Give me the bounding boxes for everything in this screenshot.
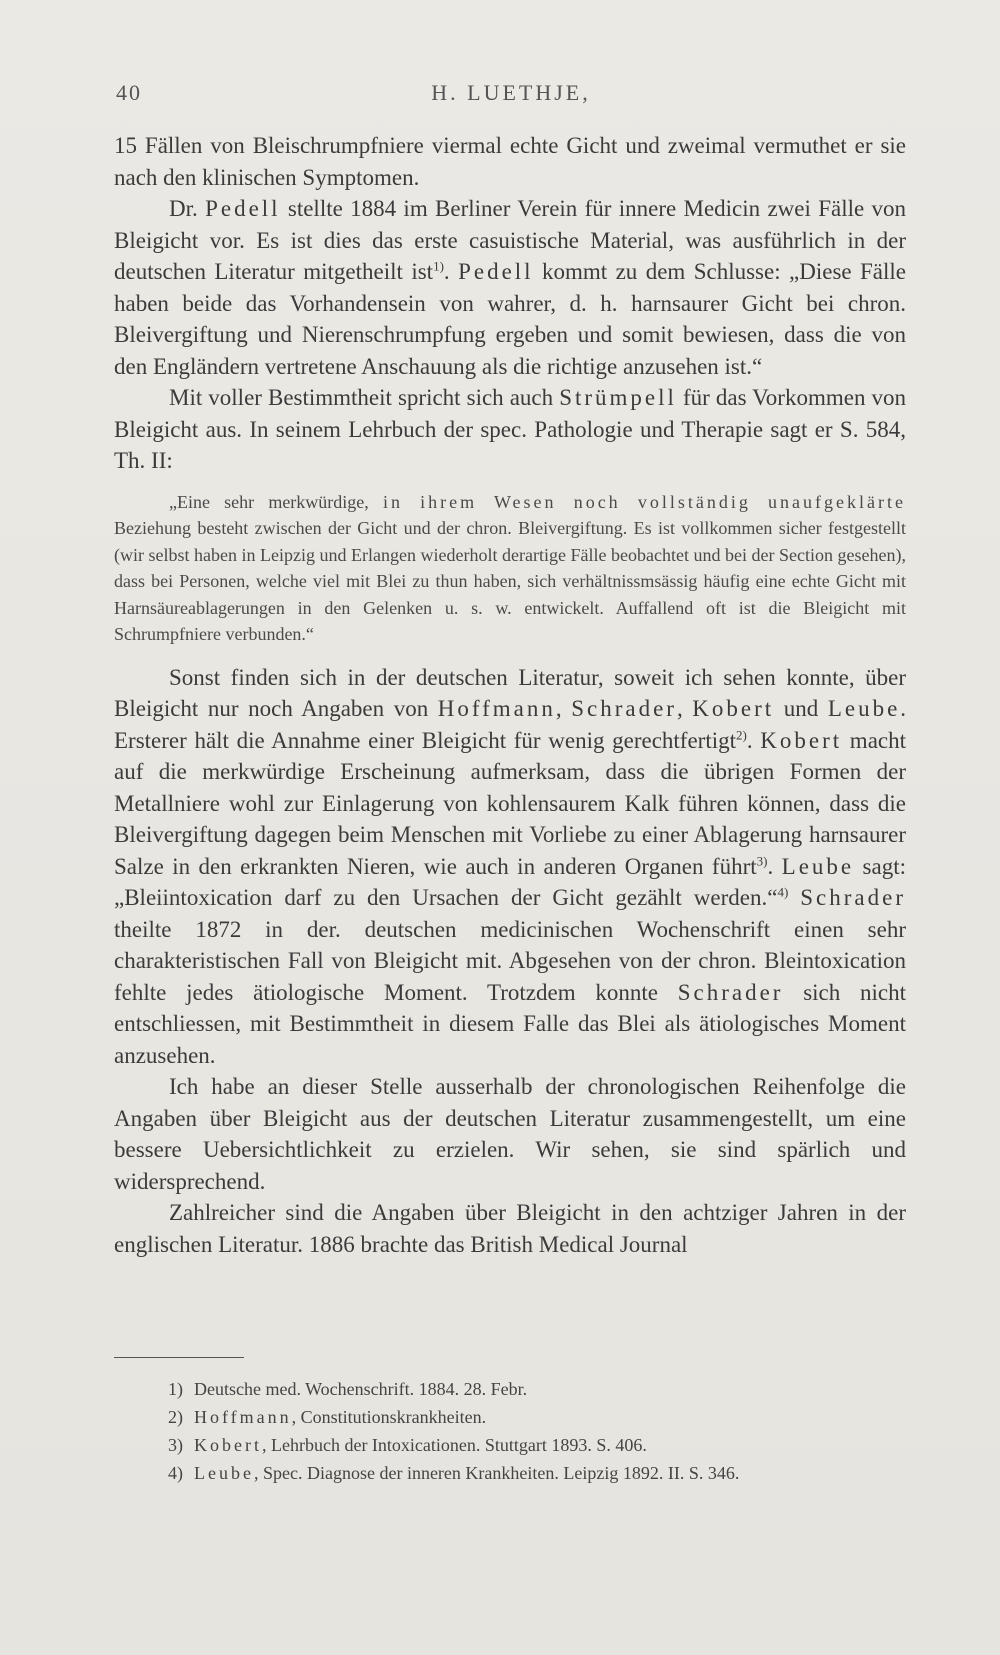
paragraph-6: Zahlreicher sind die Angaben über Bleigicht in den achtziger Jahren in der englischen Literatur. 1886 brachte das British Medical Journal [114, 1200, 906, 1257]
author-name: Kobert [692, 696, 775, 721]
author-name: Leube [781, 853, 855, 879]
page-number: 40 [116, 80, 142, 105]
footnote-ref: 2) [736, 726, 747, 742]
footnote-1: 1) Deutsche med. Wochenschrift. 1884. 28. Febr. [168, 1379, 528, 1399]
paragraph-1: 15 Fällen von Bleischrumpfniere viermal echte Gicht und zweimal vermuthet er sie nach den klinischen Symptomen. [114, 133, 906, 190]
author-name: Schrader [800, 885, 906, 910]
paragraph-4: Sonst finden sich in der deutschen Literatur, soweit ich sehen konnte, über Bleigicht nur noch Angaben von Hoffmann, Schrader, Kobert und Leube. Ersterer hält die Annahme einer Bleigicht für wenig gerechtfertigt$^{2)}$. Kobert macht auf die merkwürdige Erscheinung aufmerksam, dass die übrigen Formen der Metallniere wohl zur Einlagerung von kohlensaurem Kalk führen können, dass die Bleivergiftung dagegen beim Menschen mit Vorliebe zu einer Ablagerung harnsaurer Salze in den erkrankten Nieren, wie auch in anderen Organen führt$^{3)}$. Leube sagt: „Bleiintoxication darf zu den Ursachen der Gicht gezählt werden.“$^{4)}$ Schrader theilte 1872 in der. deutschen medicinischen Wochenschrift einen sehr charakteristischen Fall von Bleigicht mit. Abgesehen von der chron. Bleintoxication fehlte jedes ätiologische Moment. Trotzdem konnte Schrader sich nicht entschliessen, mit Bestimmtheit in diesem Falle das Blei als ätiologisches Moment anzusehen. [114, 664, 907, 1068]
footnote-ref: 4) [777, 884, 789, 900]
author-name: Pedell [458, 259, 534, 284]
footnote-2: 2) Hoffmann, Constitutionskrankheiten. [168, 1407, 487, 1427]
footnotes [168, 1375, 908, 1487]
author-name: Schrader [571, 696, 677, 721]
body-text [114, 130, 906, 1260]
paragraph-3: Mit voller Bestimmtheit spricht sich auch Strümpell für das Vorkommen von Bleigicht aus. In seinem Lehrbuch der spec. Pathologie und Therapie sagt er S. 584, Th. II: [114, 385, 906, 473]
footnote-3: 3) Kobert, Lehrbuch der Intoxicationen. Stuttgart 1893. S. 406. [168, 1435, 647, 1455]
paragraph-5: Ich habe an dieser Stelle ausserhalb der chronologischen Reihenfolge die Angaben über Bleigicht aus der deutschen Literatur zusammengestellt, um eine bessere Uebersichtlichkeit zu erzielen. Wir sehen, sie sind spärlich und widersprechend. [114, 1074, 906, 1194]
footnote-4: 4) Leube, Spec. Diagnose der inneren Krankheiten. Leipzig 1892. II. S. 346. [168, 1463, 740, 1483]
emphasis: in ihrem Wesen noch vollständig unaufgeklärte [382, 491, 906, 512]
author-name: Schrader [677, 979, 784, 1005]
author-name: Kobert [760, 727, 843, 753]
paragraph-2: Dr. Pedell stellte 1884 im Berliner Verein für innere Medicin zwei Fälle von Bleigicht vor. Es ist dies das erste casuistische Material, was ausführlich in der deutschen Literatur mitgetheilt ist$^{1)}$. Pedell kommt zu dem Schlusse: „Diese Fälle haben beide das Vorhandensein von wahrer, d. h. harnsaurer Gicht bei chron. Bleivergiftung und Nierenschrumpfung ergeben und somit bewiesen, dass die von den Engländern vertretene Anschauung als die richtige anzusehen ist.“ [114, 196, 907, 379]
running-title: H. LUETHJE, [431, 80, 591, 105]
author-name: Strümpell [559, 385, 677, 410]
footnote-ref: 3) [756, 852, 768, 868]
author-name: Hoffmann [437, 696, 556, 721]
author-name: Leube [827, 696, 901, 721]
author-name: Pedell [205, 196, 281, 221]
footnote-divider [114, 1357, 244, 1358]
footnote-ref: 1) [433, 258, 444, 274]
block-quote: „Eine sehr merkwürdige, in ihrem Wesen noch vollständig unaufgeklärte Beziehung besteht zwischen der Gicht und der chron. Bleivergiftung. Es ist vollkommen sicher festgestellt (wir selbst haben in Leipzig und Erlangen wiederholt derartige Fälle beobachtet und bei der Section gesehen), dass bei Personen, welche viel mit Blei zu thun haben, sich verhältnissmsässig häufig eine echte Gicht mit Harnsäureablagerungen in den Gelenken u. s. w. entwickelt. Auffallend oft ist die Bleigicht mit Schrumpfniere verbunden.“ [114, 491, 906, 644]
